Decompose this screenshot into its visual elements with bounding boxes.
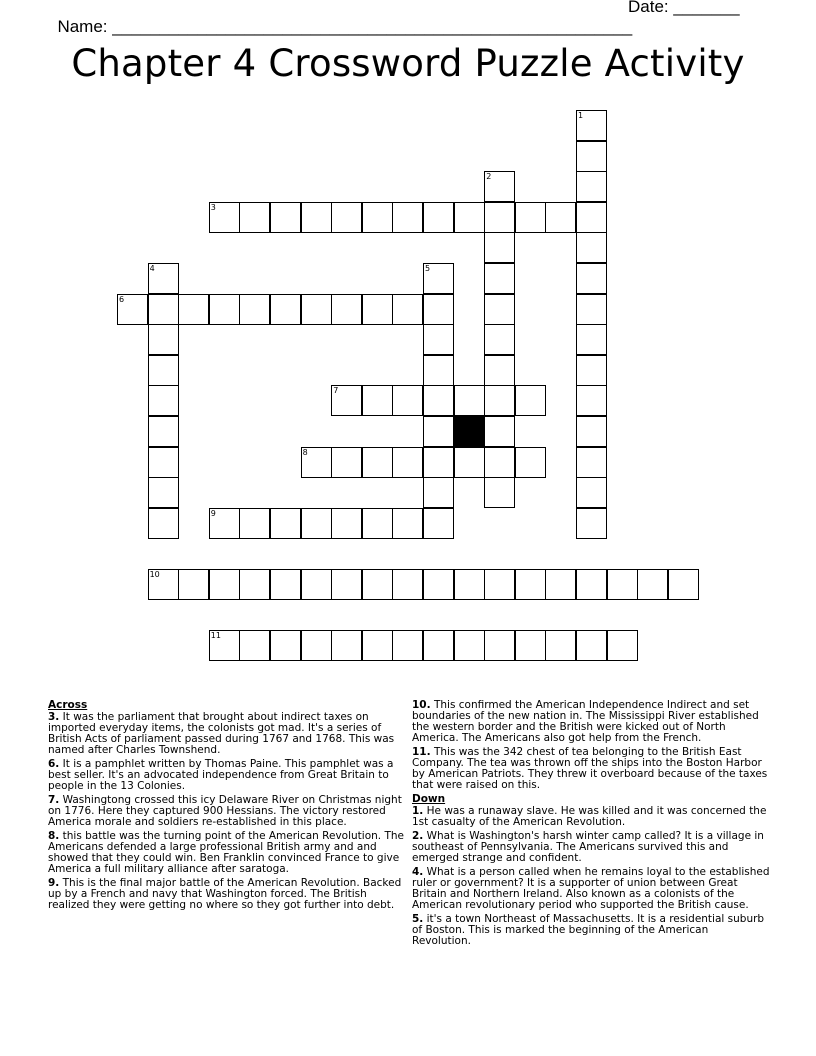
crossword-cell[interactable] — [148, 324, 179, 355]
crossword-cell[interactable] — [392, 447, 423, 478]
crossword-cell[interactable] — [148, 355, 179, 386]
crossword-cell[interactable] — [148, 385, 179, 416]
date-field-label[interactable]: Date: _______ — [628, 0, 740, 16]
crossword-cell[interactable] — [331, 294, 362, 325]
crossword-cell[interactable] — [576, 477, 607, 508]
crossword-cell[interactable] — [576, 263, 607, 294]
crossword-cell[interactable] — [331, 447, 362, 478]
clue-number-label: 8 — [302, 447, 308, 457]
crossword-cell[interactable] — [576, 232, 607, 263]
crossword-cell[interactable] — [454, 385, 485, 416]
crossword-cell[interactable] — [545, 630, 576, 661]
crossword-cell[interactable] — [239, 294, 270, 325]
crossword-cell[interactable] — [423, 508, 454, 539]
crossword-cell[interactable] — [423, 294, 454, 325]
crossword-cell[interactable] — [362, 447, 393, 478]
crossword-cell[interactable] — [209, 630, 240, 661]
crossword-cell[interactable] — [637, 569, 668, 600]
crossword-cell[interactable] — [576, 110, 607, 141]
crossword-cell[interactable] — [484, 324, 515, 355]
clue-number: 3. — [48, 711, 60, 723]
crossword-cell[interactable] — [423, 447, 454, 478]
clue-number: 2. — [412, 830, 424, 842]
crossword-cell[interactable] — [484, 416, 515, 447]
clue-number: 1. — [412, 805, 424, 817]
crossword-cell[interactable] — [576, 202, 607, 233]
crossword-cell[interactable] — [454, 447, 485, 478]
crossword-cell[interactable] — [392, 569, 423, 600]
crossword-cell[interactable] — [301, 447, 332, 478]
page-title: Chapter 4 Crossword Puzzle Activity — [71, 42, 745, 85]
crossword-cell[interactable] — [362, 630, 393, 661]
crossword-cell[interactable] — [668, 569, 699, 600]
clue-number: 7. — [48, 794, 60, 806]
crossword-cell[interactable] — [484, 355, 515, 386]
crossword-cell[interactable] — [576, 447, 607, 478]
crossword-cell[interactable] — [484, 171, 515, 202]
clue-text: this battle was the turning point of the American Revolution. The Americans defended a large professional British army and and showed that they could win. Ben Franklin convinced France to give America a full military alliance after saratoga. — [48, 830, 404, 875]
crossword-cell[interactable] — [301, 202, 332, 233]
crossword-cell[interactable] — [484, 385, 515, 416]
crossword-cell[interactable] — [362, 508, 393, 539]
crossword-cell[interactable] — [423, 569, 454, 600]
crossword-cell[interactable] — [270, 202, 301, 233]
crossword-cell[interactable] — [301, 508, 332, 539]
crossword-cell[interactable] — [515, 447, 546, 478]
crossword-cell[interactable] — [148, 447, 179, 478]
crossword-cell[interactable] — [607, 569, 638, 600]
clue-number-label: 5 — [425, 264, 431, 273]
crossword-cell[interactable] — [392, 508, 423, 539]
crossword-cell[interactable] — [117, 294, 148, 325]
clues-column-right — [412, 700, 770, 950]
crossword-cell[interactable] — [362, 385, 393, 416]
clue-text: What is a person called when he remains loyal to the established ruler or government? It is a supporter of union between Great Britain and Northern Ireland. Also known as a colonists of the American revolutionary period who supported the British cause. — [412, 866, 770, 911]
name-field-label[interactable]: Name: _______________________________________________________ — [57, 17, 633, 36]
crossword-cell[interactable] — [484, 232, 515, 263]
crossword-cell[interactable] — [392, 294, 423, 325]
clue-down-5 — [412, 914, 770, 947]
clue-number-label: 1 — [578, 111, 584, 120]
clue-text: He was a runaway slave. He was killed and it was concerned the 1st casualty of the American Revolution. — [412, 805, 767, 828]
crossword-cell[interactable] — [484, 569, 515, 600]
crossword-cell[interactable] — [239, 508, 270, 539]
crossword-cell[interactable] — [239, 202, 270, 233]
clue-number-label: 4 — [149, 264, 155, 273]
clue-text: It was the parliament that brought about indirect taxes on imported everyday items, the colonists got mad. It's a series of British Acts of parliament passed during 1767 and 1768. This was named after Charles Townshend. — [48, 711, 395, 756]
crossword-cell[interactable] — [209, 294, 240, 325]
crossword-cell[interactable] — [484, 294, 515, 325]
crossword-cell[interactable] — [148, 416, 179, 447]
crossword-cell[interactable] — [423, 385, 454, 416]
crossword-cell[interactable] — [362, 294, 393, 325]
crossword-cell[interactable] — [270, 294, 301, 325]
crossword-cell[interactable] — [454, 630, 485, 661]
crossword-cell[interactable] — [148, 263, 179, 294]
crossword-cell[interactable] — [148, 508, 179, 539]
crossword-cell[interactable] — [331, 569, 362, 600]
crossword-cell[interactable] — [484, 447, 515, 478]
crossword-cell[interactable] — [454, 569, 485, 600]
crossword-cell[interactable] — [515, 202, 546, 233]
clue-text: It is a pamphlet written by Thomas Paine. This pamphlet was a best seller. It's an advocated independence from Great Britain to people in the 13 Colonies. — [48, 758, 394, 792]
clue-text: What is Washington's harsh winter camp called? It is a village in southeast of Pennsylvania. The Americans survived this and emerged strange and confident. — [412, 830, 764, 864]
crossword-cell[interactable] — [392, 630, 423, 661]
clue-text: it's a town Northeast of Massachusetts. It is a residential suburb of Boston. This is marked the beginning of the American Revolution. — [412, 913, 765, 947]
clue-text: Washingtong crossed this icy Delaware River on Christmas night on 1776. Here they captured 900 Hessians. The victory restored America morale and soldiers re-established in this place. — [48, 794, 402, 828]
clue-number: 4. — [412, 866, 424, 878]
crossword-cell[interactable] — [239, 630, 270, 661]
clue-across-11 — [412, 747, 770, 791]
clue-number: 9. — [48, 877, 60, 889]
clue-across-8 — [48, 831, 406, 875]
clue-number-label: 3 — [210, 202, 216, 212]
crossword-cell[interactable] — [392, 385, 423, 416]
clues-column-left — [48, 700, 406, 914]
clue-across-6 — [48, 759, 406, 792]
crossword-cell[interactable] — [331, 508, 362, 539]
crossword-cell[interactable] — [392, 202, 423, 233]
crossword-cell[interactable] — [148, 569, 179, 600]
down-heading: Down — [412, 793, 446, 805]
crossword-cell[interactable] — [331, 385, 362, 416]
clue-across-10 — [412, 700, 770, 744]
crossword-cell[interactable] — [576, 508, 607, 539]
crossword-cell[interactable] — [301, 294, 332, 325]
crossword-cell[interactable] — [423, 202, 454, 233]
clue-number: 11. — [412, 746, 431, 758]
crossword-cell[interactable] — [270, 508, 301, 539]
crossword-cell[interactable] — [331, 202, 362, 233]
clue-text: This is the final major battle of the American Revolution. Backed up by a French and navy that Washington forced. The British realized they were getting no where so they got further into debt. — [48, 877, 402, 911]
crossword-cell[interactable] — [209, 202, 240, 233]
crossword-cell[interactable] — [576, 171, 607, 202]
clue-down-2 — [412, 831, 770, 864]
crossword-cell[interactable] — [576, 355, 607, 386]
across-heading: Across — [48, 699, 88, 711]
crossword-cell[interactable] — [576, 294, 607, 325]
crossword-cell[interactable] — [178, 569, 209, 600]
clue-number-label: 6 — [119, 294, 125, 304]
crossword-cell[interactable] — [301, 569, 332, 600]
crossword-cell[interactable] — [423, 477, 454, 508]
clue-number-label: 7 — [333, 386, 339, 396]
crossword-cell[interactable] — [576, 141, 607, 172]
crossword-cell[interactable] — [331, 630, 362, 661]
crossword-cell[interactable] — [515, 630, 546, 661]
crossword-cell[interactable] — [454, 202, 485, 233]
crossword-cell[interactable] — [576, 324, 607, 355]
crossword-cell[interactable] — [545, 569, 576, 600]
crossword-cell[interactable] — [362, 569, 393, 600]
crossword-cell[interactable] — [484, 630, 515, 661]
crossword-cell[interactable] — [148, 294, 179, 325]
clue-number-label: 10 — [149, 570, 160, 579]
clue-number: 8. — [48, 830, 60, 842]
clue-text: This confirmed the American Independence Indirect and set boundaries of the new nation in. The Mississippi River established the western border and the British were kicked out of North America. The Americans also got help from the French. — [412, 699, 759, 744]
crossword-cell[interactable] — [576, 385, 607, 416]
crossword-cell[interactable] — [270, 569, 301, 600]
crossword-cell[interactable] — [515, 569, 546, 600]
crossword-cell[interactable] — [301, 630, 332, 661]
crossword-cell[interactable] — [576, 416, 607, 447]
crossword-cell[interactable] — [607, 630, 638, 661]
clue-number: 10. — [412, 699, 431, 711]
clue-across-3 — [48, 712, 406, 756]
clue-number: 6. — [48, 758, 60, 770]
crossword-cell[interactable] — [423, 263, 454, 294]
crossword-cell[interactable] — [209, 569, 240, 600]
crossword-cell[interactable] — [423, 630, 454, 661]
crossword-cell[interactable] — [484, 477, 515, 508]
clue-number-label: 9 — [210, 508, 216, 518]
crossword-cell[interactable] — [576, 630, 607, 661]
clue-number-label: 2 — [486, 172, 492, 182]
crossword-cell[interactable] — [423, 416, 454, 447]
clue-down-1 — [412, 806, 770, 828]
crossword-cell[interactable] — [545, 202, 576, 233]
clue-text: This was the 342 chest of tea belonging to the British East Company. The tea was thrown off the ships into the Boston Harbor by American Patriots. They threw it overboard because of the taxes that were raised on this. — [412, 746, 768, 791]
crossword-cell[interactable] — [362, 202, 393, 233]
black-square — [454, 416, 485, 447]
crossword-cell[interactable] — [239, 569, 270, 600]
crossword-cell[interactable] — [515, 385, 546, 416]
crossword-cell[interactable] — [576, 569, 607, 600]
crossword-cell[interactable] — [484, 202, 515, 233]
crossword-cell[interactable] — [270, 630, 301, 661]
clue-across-7 — [48, 795, 406, 828]
clue-down-4 — [412, 867, 770, 911]
crossword-cell[interactable] — [423, 324, 454, 355]
clue-across-9 — [48, 878, 406, 911]
crossword-cell[interactable] — [423, 355, 454, 386]
crossword-cell[interactable] — [484, 263, 515, 294]
crossword-cell[interactable] — [148, 477, 179, 508]
crossword-cell[interactable] — [209, 508, 240, 539]
clue-number: 5. — [412, 913, 424, 925]
crossword-cell[interactable] — [178, 294, 209, 325]
clue-number-label: 11 — [210, 631, 221, 641]
